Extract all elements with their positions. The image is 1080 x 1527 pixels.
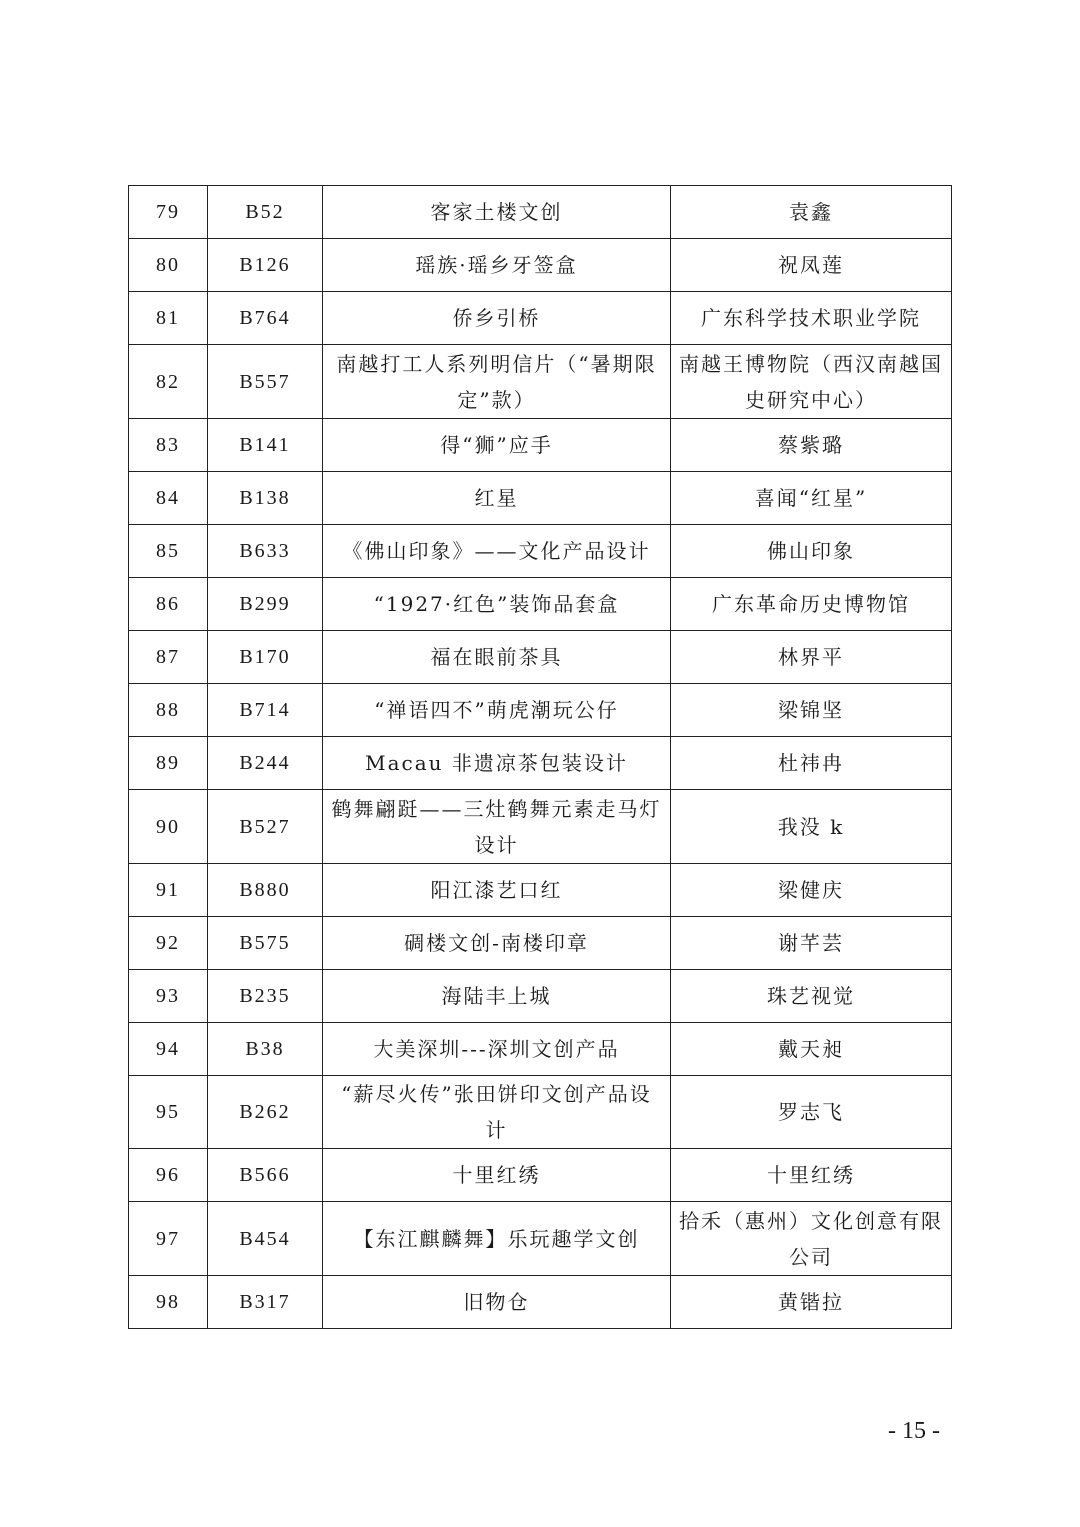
entry-author: 罗志飞: [671, 1076, 952, 1149]
entry-code: B170: [208, 631, 323, 684]
entry-title: 南越打工人系列明信片（“暑期限定”款）: [323, 345, 671, 419]
table-row: [129, 631, 952, 684]
entry-author: 我没 k: [671, 790, 952, 864]
table-row: [129, 864, 952, 917]
row-number: 91: [129, 864, 208, 917]
entry-title: 得“狮”应手: [323, 419, 671, 472]
table-row: [129, 790, 952, 864]
row-number: 86: [129, 578, 208, 631]
entry-code: B454: [208, 1202, 323, 1276]
entry-author: 祝凤莲: [671, 239, 952, 292]
table-row: [129, 292, 952, 345]
entry-code: B141: [208, 419, 323, 472]
row-number: 84: [129, 472, 208, 525]
entry-title: 海陆丰上城: [323, 970, 671, 1023]
table-row: [129, 1276, 952, 1329]
table-row: [129, 1202, 952, 1276]
entry-author: 广东革命历史博物馆: [671, 578, 952, 631]
entry-title: 鹤舞翩跹——三灶鹤舞元素走马灯设计: [323, 790, 671, 864]
entry-code: B633: [208, 525, 323, 578]
entry-code: B299: [208, 578, 323, 631]
entry-title: 【东江麒麟舞】乐玩趣学文创: [323, 1202, 671, 1276]
entry-code: B764: [208, 292, 323, 345]
table-row: [129, 472, 952, 525]
row-number: 95: [129, 1076, 208, 1149]
award-table: [128, 185, 952, 1329]
table-row: [129, 970, 952, 1023]
row-number: 93: [129, 970, 208, 1023]
table-row: [129, 1149, 952, 1202]
entry-author: 黄锴拉: [671, 1276, 952, 1329]
entry-author: 梁锦坚: [671, 684, 952, 737]
row-number: 94: [129, 1023, 208, 1076]
entry-code: B235: [208, 970, 323, 1023]
entry-code: B527: [208, 790, 323, 864]
entry-author: 蔡紫璐: [671, 419, 952, 472]
entry-title: 阳江漆艺口红: [323, 864, 671, 917]
entry-code: B575: [208, 917, 323, 970]
entry-author: 袁鑫: [671, 186, 952, 239]
table-row: [129, 578, 952, 631]
row-number: 82: [129, 345, 208, 419]
entry-code: B126: [208, 239, 323, 292]
row-number: 98: [129, 1276, 208, 1329]
page-number: - 15 -: [888, 1418, 940, 1444]
row-number: 81: [129, 292, 208, 345]
row-number: 90: [129, 790, 208, 864]
row-number: 85: [129, 525, 208, 578]
entry-code: B317: [208, 1276, 323, 1329]
row-number: 92: [129, 917, 208, 970]
entry-title: “1927·红色”装饰品套盒: [323, 578, 671, 631]
entry-author: 杜祎冉: [671, 737, 952, 790]
entry-code: B262: [208, 1076, 323, 1149]
entry-title: 旧物仓: [323, 1276, 671, 1329]
entry-title: “薪尽火传”张田饼印文创产品设计: [323, 1076, 671, 1149]
entry-title: 《佛山印象》——文化产品设计: [323, 525, 671, 578]
entry-code: B714: [208, 684, 323, 737]
entry-title: Macau 非遗凉茶包装设计: [323, 737, 671, 790]
table-row: [129, 1023, 952, 1076]
entry-title: 侨乡引桥: [323, 292, 671, 345]
row-number: 80: [129, 239, 208, 292]
entry-author: 梁健庆: [671, 864, 952, 917]
table-row: [129, 917, 952, 970]
entry-author: 喜闻“红星”: [671, 472, 952, 525]
row-number: 79: [129, 186, 208, 239]
row-number: 88: [129, 684, 208, 737]
entry-author: 十里红绣: [671, 1149, 952, 1202]
entry-title: 十里红绣: [323, 1149, 671, 1202]
entry-title: 红星: [323, 472, 671, 525]
table-row: [129, 345, 952, 419]
entry-title: 大美深圳---深圳文创产品: [323, 1023, 671, 1076]
entry-author: 佛山印象: [671, 525, 952, 578]
table-row: [129, 525, 952, 578]
table-row: [129, 239, 952, 292]
entry-code: B52: [208, 186, 323, 239]
entry-code: B138: [208, 472, 323, 525]
table-row: [129, 419, 952, 472]
entry-title: 客家土楼文创: [323, 186, 671, 239]
entry-title: 福在眼前茶具: [323, 631, 671, 684]
entry-author: 林界平: [671, 631, 952, 684]
row-number: 97: [129, 1202, 208, 1276]
entry-title: “禅语四不”萌虎潮玩公仔: [323, 684, 671, 737]
entry-author: 南越王博物院（西汉南越国史研究中心）: [671, 345, 952, 419]
entry-author: 谢芊芸: [671, 917, 952, 970]
entry-code: B38: [208, 1023, 323, 1076]
table-row: [129, 186, 952, 239]
row-number: 83: [129, 419, 208, 472]
table-row: [129, 684, 952, 737]
entry-title: 瑶族·瑶乡牙签盒: [323, 239, 671, 292]
row-number: 89: [129, 737, 208, 790]
row-number: 96: [129, 1149, 208, 1202]
entry-code: B880: [208, 864, 323, 917]
entry-code: B566: [208, 1149, 323, 1202]
entry-title: 碉楼文创-南楼印章: [323, 917, 671, 970]
entry-author: 珠艺视觉: [671, 970, 952, 1023]
entry-author: 拾禾（惠州）文化创意有限公司: [671, 1202, 952, 1276]
table-row: [129, 737, 952, 790]
entry-author: 戴天昶: [671, 1023, 952, 1076]
entry-author: 广东科学技术职业学院: [671, 292, 952, 345]
entry-code: B557: [208, 345, 323, 419]
row-number: 87: [129, 631, 208, 684]
table-row: [129, 1076, 952, 1149]
entry-code: B244: [208, 737, 323, 790]
